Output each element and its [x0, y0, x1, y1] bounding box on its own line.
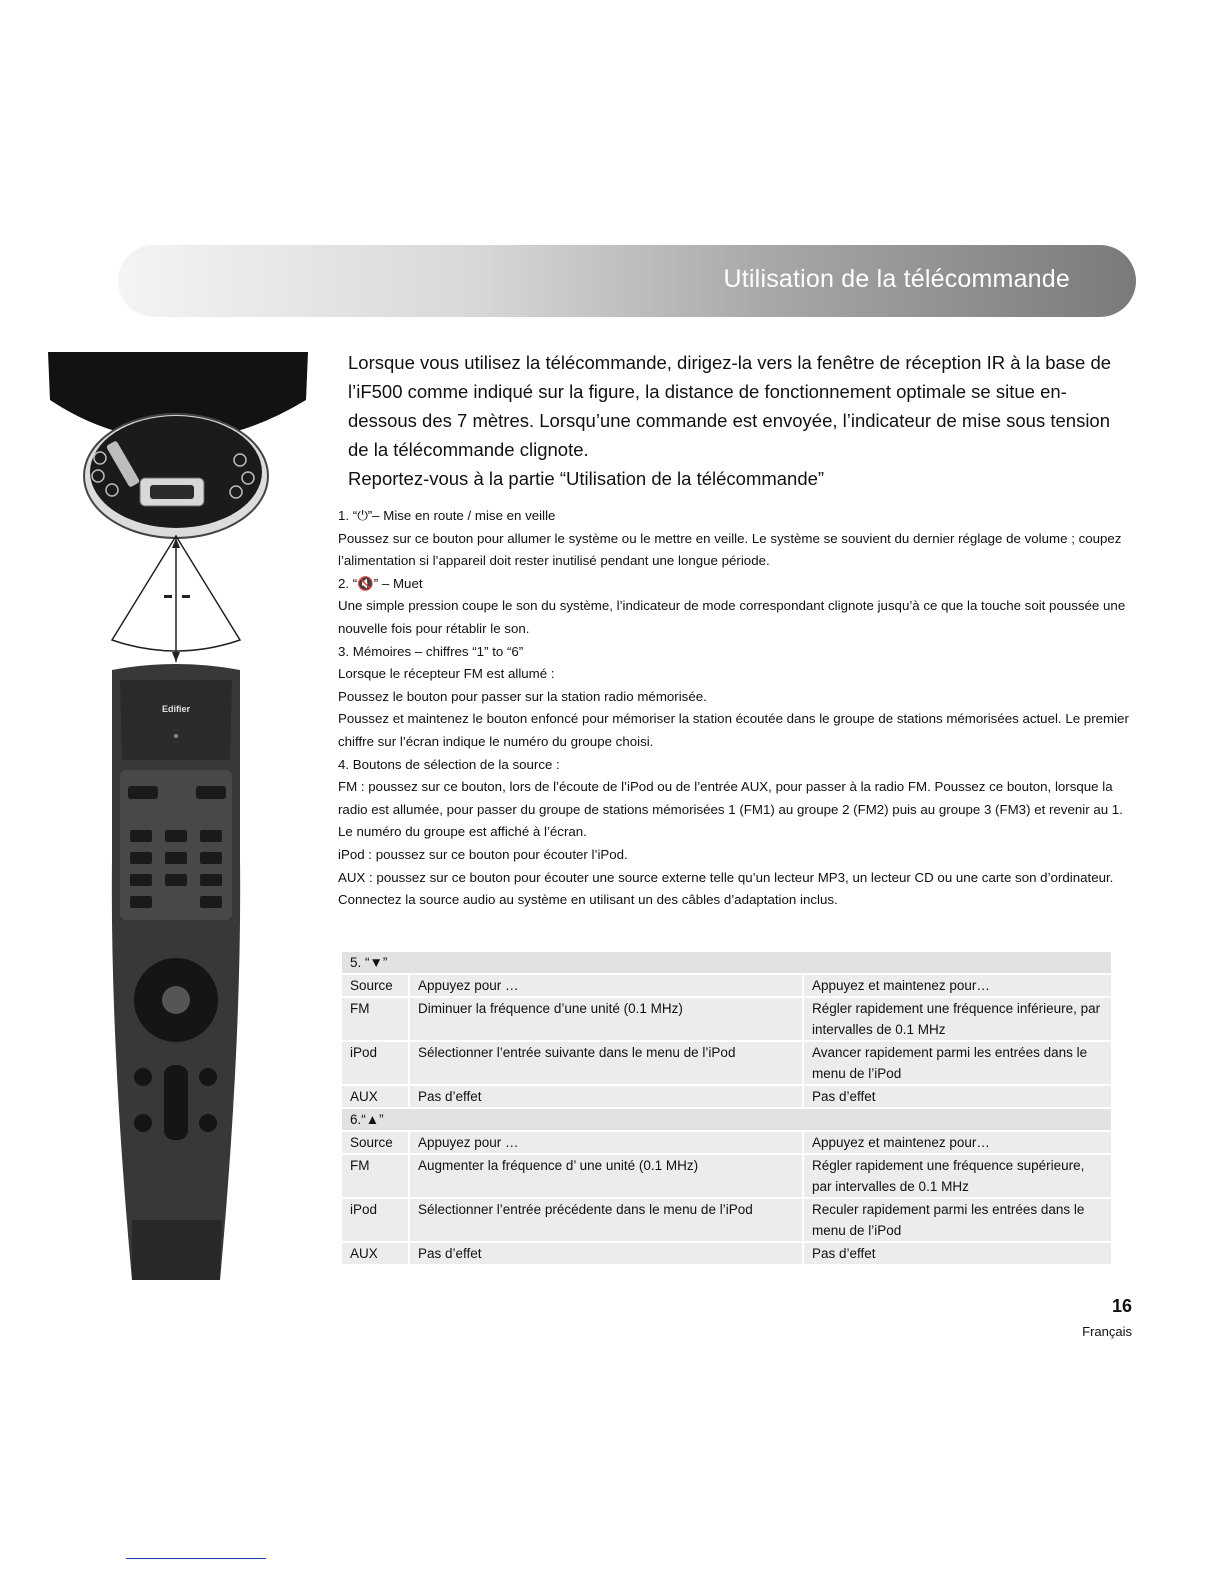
remote-key — [130, 896, 152, 908]
table-header-press: Appuyez pour … — [410, 1132, 802, 1153]
remote-brand: Edifier — [161, 704, 191, 714]
memory-line: Poussez et maintenez le bouton enfoncé pour mémoriser la station écoutée dans le groupe de stations mémorisées actuel. Le premier chiffre sur l’écran indique le numéro du groupe choisi. — [338, 711, 1129, 749]
remote-key — [200, 874, 222, 886]
page-title: Utilisation de la télécommande — [723, 265, 1070, 293]
table-header-hold: Appuyez et maintenez pour… — [804, 975, 1111, 996]
intro-block — [348, 348, 1118, 493]
remote-key — [200, 896, 222, 908]
table-header-source: Source — [342, 1132, 408, 1153]
remote-key — [200, 852, 222, 864]
table-row — [342, 1155, 1111, 1197]
table-row — [342, 1243, 1111, 1264]
table-cell: Régler rapidement une fréquence supérieure, par intervalles de 0.1 MHz — [804, 1155, 1111, 1197]
memory-line: Lorsque le récepteur FM est allumé : — [338, 666, 555, 682]
table-cell: AUX — [342, 1243, 408, 1264]
table-cell: Pas d’effet — [804, 1086, 1111, 1107]
page-number: 16 — [1111, 1296, 1132, 1316]
footnote-divider — [126, 1558, 266, 1559]
table-row — [342, 1199, 1111, 1241]
table-cell: Pas d’effet — [410, 1086, 802, 1107]
table-row — [342, 1042, 1111, 1084]
remote-key — [165, 852, 187, 864]
table-section-row — [342, 952, 1111, 973]
table-cell: Reculer rapidement parmi les entrées dans le menu de l’iPod — [804, 1199, 1111, 1241]
remote-key — [165, 830, 187, 842]
instructions-block — [338, 505, 1136, 912]
intro-reference: Reportez-vous à la partie “Utilisation de la télécommande” — [348, 468, 825, 489]
remote-key — [165, 874, 187, 886]
ir-led-icon — [174, 734, 178, 738]
remote-key — [130, 852, 152, 864]
section-header-bar — [118, 245, 1136, 317]
memory-line: Poussez le bouton pour passer sur la station radio mémorisée. — [338, 688, 707, 704]
table-cell: Sélectionner l’entrée précédente dans le menu de l’iPod — [410, 1199, 802, 1241]
source-fm-text: FM : poussez sur ce bouton, lors de l’écoute de l’iPod ou de l’entrée AUX, pour passer à la radio FM. Poussez ce bouton, lorsque la radio est allumée, pour passer du groupe de stations mémorisées 1 (FM1) au groupe 2 (FM2) puis au groupe 3 (FM3) et revenir au 1. Le numéro du groupe est affiché à l’écran. — [338, 779, 1123, 840]
mute-text: Une simple pression coupe le son du système, l’indicateur de mode correspondant clignote jusqu’à ce que la touche soit poussée une nouvelle fois pour rétablir le son. — [338, 598, 1126, 636]
power-button-icon — [196, 786, 226, 799]
button-function-table — [340, 950, 1113, 1266]
source-ipod-text: iPod : poussez sur ce bouton pour écouter l’iPod. — [338, 846, 628, 862]
power-text: Poussez sur ce bouton pour allumer le système ou le mettre en veille. Le système se souvient du dernier réglage de volume ; coupez l’alimentation si l’appareil doit rester inutilisé pendant une longue période. — [338, 530, 1122, 569]
table-row — [342, 1086, 1111, 1107]
remote-key — [130, 874, 152, 886]
vol-up-button-icon — [199, 1068, 217, 1086]
page-language: Français — [1082, 1324, 1132, 1339]
table-cell: Régler rapidement une fréquence inférieure, par intervalles de 0.1 MHz — [804, 998, 1111, 1040]
mute-button-icon — [128, 786, 158, 799]
table-cell: iPod — [342, 1042, 408, 1084]
table-cell: FM — [342, 998, 408, 1040]
table-cell: Pas d’effet — [804, 1243, 1111, 1264]
up-section-title: 6.“▲” — [342, 1109, 1111, 1130]
table-cell: Diminuer la fréquence d’une unité (0.1 MHz) — [410, 998, 802, 1040]
table-cell: Pas d’effet — [410, 1243, 802, 1264]
power-title: 1. “⏻”– Mise en route / mise en veille — [338, 508, 556, 523]
remote-key — [200, 830, 222, 842]
intro-paragraph: Lorsque vous utilisez la télécommande, dirigez-la vers la fenêtre de réception IR à la base de l’iF500 comme indiqué sur la figure, la distance de fonctionnement optimale se situe en-dessous des 7 mètres. Lorsqu’une commande est envoyée, l’indicateur de mise sous tension de la télécommande clignote. — [348, 352, 1112, 460]
mute-title: 2. “🔇” – Muet — [338, 575, 423, 591]
table-header-hold: Appuyez et maintenez pour… — [804, 1132, 1111, 1153]
table-cell: FM — [342, 1155, 408, 1197]
table-header-press: Appuyez pour … — [410, 975, 802, 996]
select-button-icon — [162, 986, 190, 1014]
remote-illustration — [40, 340, 310, 1290]
table-header-row — [342, 1132, 1111, 1153]
table-header-row — [342, 975, 1111, 996]
table-section-row — [342, 1109, 1111, 1130]
source-title: 4. Boutons de sélection de la source : — [338, 756, 560, 772]
table-cell: Sélectionner l’entrée suivante dans le menu de l’iPod — [410, 1042, 802, 1084]
table-cell: Avancer rapidement parmi les entrées dans le menu de l’iPod — [804, 1042, 1111, 1084]
table-cell: Augmenter la fréquence d’ une unité (0.1 MHz) — [410, 1155, 802, 1197]
remote-key — [130, 830, 152, 842]
table-header-source: Source — [342, 975, 408, 996]
memory-title: 3. Mémoires – chiffres “1” to “6” — [338, 643, 524, 659]
table-cell: iPod — [342, 1199, 408, 1241]
table-cell: AUX — [342, 1086, 408, 1107]
vol-down-button-icon — [134, 1068, 152, 1086]
source-aux-text: AUX : poussez sur ce bouton pour écouter une source externe telle qu’un lecteur MP3, un lecteur CD ou une carte son d’ordinateur. Connectez la source audio au système en utilisant un des câbles d’adaptation inclus. — [338, 869, 1114, 908]
table-row — [342, 998, 1111, 1040]
down-section-title: 5. “▼” — [342, 952, 1111, 973]
